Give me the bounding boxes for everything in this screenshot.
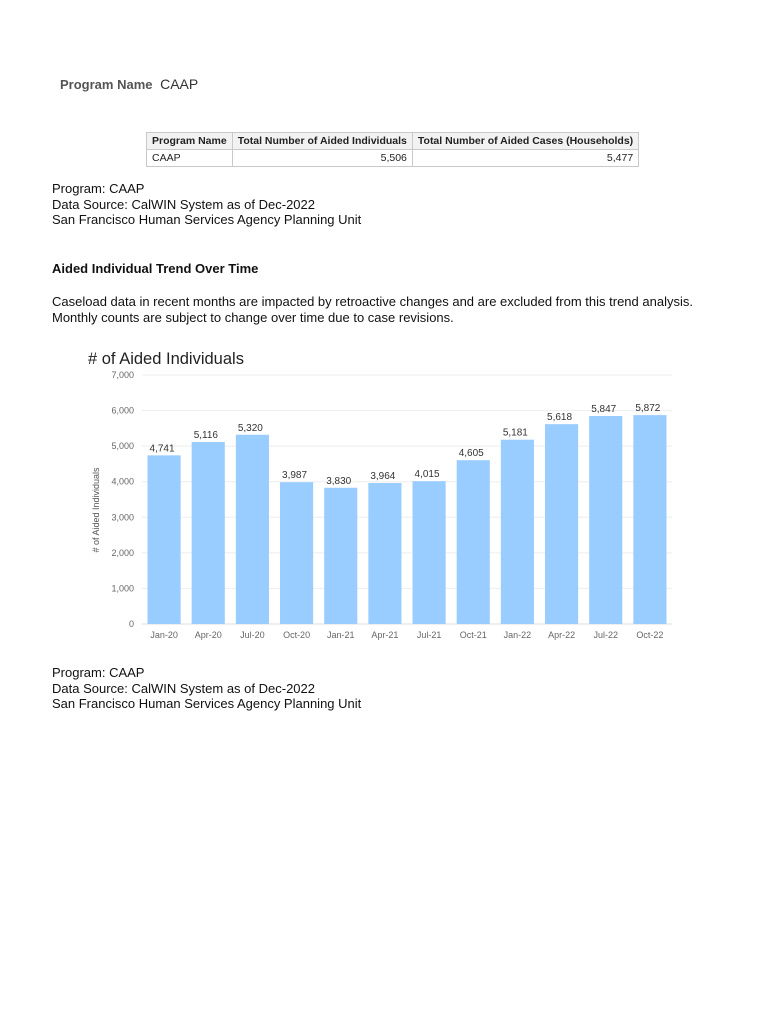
y-tick-label: 4,000	[111, 476, 134, 487]
table-header: Program Name	[147, 133, 233, 150]
table-header-row	[147, 133, 639, 150]
footnote-agency: San Francisco Human Services Agency Planning Unit	[52, 212, 362, 227]
footnote-source: Data Source: CalWIN System as of Dec-2022	[52, 680, 315, 696]
description-line: Monthly counts are subject to change over time due to case revisions.	[52, 309, 454, 325]
y-tick-label: 1,000	[111, 583, 134, 594]
bar-value-label: 3,964	[370, 470, 396, 482]
bar-value-label: 5,847	[591, 404, 617, 416]
bar-jan-20[interactable]	[148, 455, 181, 624]
bar-value-label: 4,605	[458, 448, 484, 460]
bar-jan-22[interactable]	[501, 440, 534, 624]
table-header: Total Number of Aided Individuals	[232, 133, 412, 150]
footnote-top	[52, 181, 361, 228]
bar-jul-22[interactable]	[589, 416, 622, 624]
y-tick-label: 0	[128, 619, 134, 629]
bar-value-label: 5,181	[502, 427, 528, 439]
bar-value-label: 5,320	[237, 422, 263, 434]
bar-value-label: 5,116	[193, 430, 218, 442]
bar-oct-21[interactable]	[457, 460, 490, 624]
footnote-agency: San Francisco Human Services Agency Planning Unit	[52, 696, 362, 711]
bar-value-label: 3,830	[326, 475, 352, 487]
bar-jul-21[interactable]	[413, 481, 446, 624]
bar-oct-22[interactable]	[633, 415, 666, 624]
x-tick-label: Apr-21	[371, 630, 399, 640]
bar-jul-20[interactable]	[236, 435, 269, 624]
table-cell: CAAP	[147, 150, 233, 167]
footnote-program: Program: CAAP	[52, 181, 145, 196]
program-filter-value[interactable]: CAAP	[160, 76, 199, 92]
x-tick-label: Apr-22	[548, 630, 576, 640]
y-tick-label: 5,000	[111, 441, 134, 452]
summary-table	[146, 132, 639, 167]
y-axis-label: # of Aided Individuals	[91, 467, 101, 553]
footnote-bottom	[52, 665, 361, 712]
x-tick-label: Oct-22	[636, 630, 664, 640]
table-row	[147, 150, 639, 167]
bar-apr-20[interactable]	[192, 442, 225, 624]
footnote-program: Program: CAAP	[52, 665, 145, 680]
table-cell: 5,477	[412, 150, 638, 167]
chart-title: # of Aided Individuals	[88, 350, 244, 368]
table-cell: 5,506	[232, 150, 412, 167]
bar-value-label: 3,987	[282, 470, 308, 482]
x-tick-label: Oct-20	[283, 630, 311, 640]
y-tick-label: 2,000	[111, 547, 134, 558]
bar-apr-22[interactable]	[545, 424, 578, 624]
bar-value-label: 4,015	[414, 469, 440, 481]
description-line: Caseload data in recent months are impacted by retroactive changes and are excluded from this trend analysis.	[52, 294, 693, 309]
section-title: Aided Individual Trend Over Time	[52, 261, 259, 276]
program-filter-label: Program Name	[60, 77, 153, 92]
y-tick-label: 6,000	[111, 405, 134, 416]
x-tick-label: Jan-21	[326, 630, 355, 640]
bar-jan-21[interactable]	[324, 488, 357, 624]
bar-oct-20[interactable]	[280, 482, 313, 624]
y-tick-label: 3,000	[111, 512, 134, 523]
table-header: Total Number of Aided Cases (Households)	[412, 133, 638, 150]
x-tick-label: Jan-20	[150, 630, 178, 640]
bar-value-label: 5,618	[547, 412, 573, 424]
program-filter	[60, 76, 198, 92]
x-tick-label: Jul-22	[593, 630, 619, 640]
bar-value-label: 5,872	[635, 403, 661, 415]
footnote-source: Data Source: CalWIN System as of Dec-2022	[52, 196, 315, 212]
x-tick-label: Apr-20	[194, 630, 222, 640]
x-tick-label: Jul-20	[240, 630, 265, 640]
x-tick-label: Oct-21	[459, 630, 487, 640]
aided-individuals-bar-chart	[0, 340, 770, 650]
bar-value-label: 4,741	[149, 443, 175, 455]
x-tick-label: Jul-21	[416, 630, 442, 640]
y-tick-label: 7,000	[111, 370, 134, 380]
section-description	[52, 294, 693, 325]
bar-apr-21[interactable]	[368, 483, 401, 624]
x-tick-label: Jan-22	[503, 630, 532, 640]
